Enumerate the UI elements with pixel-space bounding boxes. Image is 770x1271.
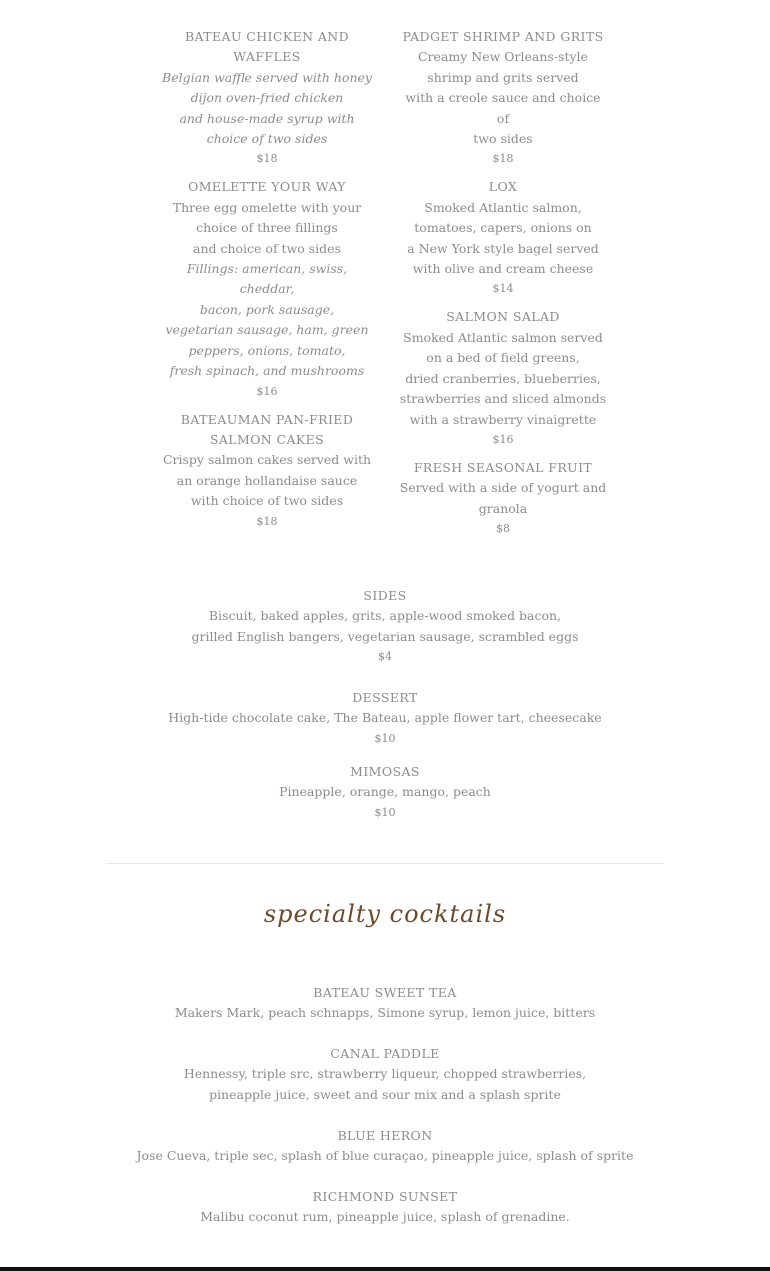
item-name: LOX xyxy=(488,179,518,195)
sides-description: Biscuit, baked apples, grits, apple-wood smoked bacon, grilled English bangers, vegetarian sausage, scrambled eggs xyxy=(191,608,579,644)
cocktail-description: Malibu coconut rum, pineapple juice, splash of grenadine. xyxy=(200,1209,570,1225)
item-price: $18 xyxy=(256,514,278,528)
cocktail-item xyxy=(0,1044,770,1105)
item-description: Creamy New Orleans-style shrimp and grits served with a creole sauce and choice of two sides xyxy=(405,49,601,147)
cocktail-name: BATEAU SWEET TEA xyxy=(313,985,457,1000)
cocktail-item xyxy=(0,1126,770,1167)
section-divider xyxy=(106,863,664,864)
item-name: BATEAU CHICKEN AND WAFFLES xyxy=(184,29,350,65)
menu-item xyxy=(162,177,372,399)
specialty-cocktails-title: specialty cocktails xyxy=(263,900,507,928)
mimosas-price: $10 xyxy=(374,805,396,819)
menu-item xyxy=(398,307,608,447)
menu-item xyxy=(162,27,372,167)
item-name: PADGET SHRIMP AND GRITS xyxy=(402,29,604,44)
dessert-section xyxy=(0,688,770,747)
item-price: $8 xyxy=(496,522,510,536)
cocktail-name: BLUE HERON xyxy=(337,1128,433,1143)
item-description: Belgian waffle served with honey dijon oven-fried chicken and house-made syrup with choice of two sides xyxy=(162,69,372,147)
cocktail-name: RICHMOND SUNSET xyxy=(312,1189,458,1204)
cocktail-item xyxy=(0,983,770,1024)
left-column xyxy=(162,27,372,540)
item-description: Smoked Atlantic salmon, tomatoes, capers, onions on a New York style bagel served with olive and cream cheese xyxy=(407,199,599,277)
cocktail-item xyxy=(0,1187,770,1228)
menu-item xyxy=(162,410,372,530)
right-column xyxy=(398,27,608,547)
bottom-bar xyxy=(0,1267,770,1271)
sides-section xyxy=(0,586,770,665)
menu-item xyxy=(398,177,608,297)
item-description: Smoked Atlantic salmon served on a bed of field greens, dried cranberries, blueberries, strawberries and sliced almonds with a strawberry vinaigrette xyxy=(399,329,607,427)
item-name: BATEAUMAN PAN-FRIED SALMON CAKES xyxy=(180,411,354,447)
item-name: FRESH SEASONAL FRUIT xyxy=(413,459,593,475)
item-description: Served with a side of yogurt and granola xyxy=(399,480,607,516)
cocktail-name: CANAL PADDLE xyxy=(330,1046,440,1061)
mimosas-description: Pineapple, orange, mango, peach xyxy=(279,784,491,800)
dessert-description: High-tide chocolate cake, The Bateau, apple flower tart, cheesecake xyxy=(168,710,602,726)
cocktail-description: Hennessy, triple src, strawberry liqueur, chopped strawberries, pineapple juice, sweet and sour mix and a splash sprite xyxy=(183,1066,587,1102)
sides-price: $4 xyxy=(378,650,392,664)
item-price: $16 xyxy=(256,384,278,398)
item-price: $18 xyxy=(492,152,514,166)
menu-item xyxy=(398,458,608,537)
dessert-price: $10 xyxy=(374,731,396,745)
item-description: Crispy salmon cakes served with an orange hollandaise sauce with choice of two sides xyxy=(162,452,372,509)
item-name: OMELETTE YOUR WAY xyxy=(188,179,346,195)
mimosas-heading: MIMOSAS xyxy=(350,764,420,779)
item-price: $18 xyxy=(256,152,278,166)
item-note: Fillings: american, swiss, cheddar, bacon, pork sausage, vegetarian sausage, ham, green peppers, onions, tomato, fresh spinach, and mushrooms xyxy=(165,261,369,379)
dessert-heading: DESSERT xyxy=(352,690,418,705)
cocktail-description: Jose Cueva, triple sec, splash of blue curaçao, pineapple juice, splash of sprite xyxy=(136,1148,634,1164)
mimosas-section xyxy=(0,762,770,821)
item-description: Three egg omelette with your choice of three fillings and choice of two sides xyxy=(172,199,362,256)
cocktail-description: Makers Mark, peach schnapps, Simone syrup, lemon juice, bitters xyxy=(174,1005,596,1021)
item-price: $16 xyxy=(492,432,514,446)
menu-item xyxy=(398,27,608,167)
item-price: $14 xyxy=(492,282,514,296)
sides-heading: SIDES xyxy=(363,588,407,603)
item-name: SALMON SALAD xyxy=(446,309,560,325)
